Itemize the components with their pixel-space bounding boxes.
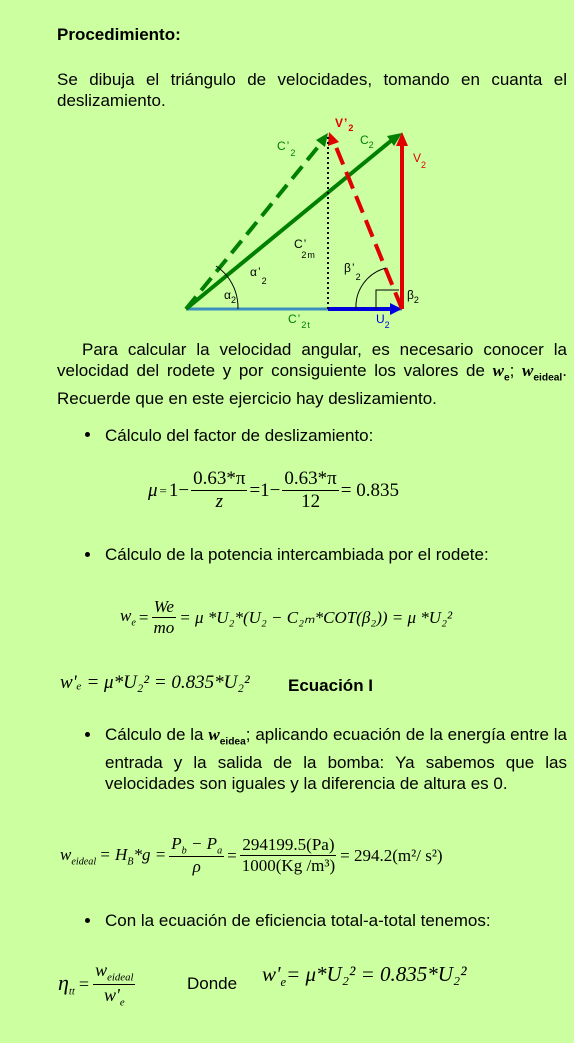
efficiency-definition: $w'_e= \mu*U_2^2 = 0.835*U_2^2$: [262, 962, 467, 990]
v2-prime-label: $V’_2$: [335, 116, 355, 133]
ideal-work-paragraph: Cálculo de la $w_{eidea}$; aplicando ecuación de la energía entre la entrada y la salida de la bomba: Ya sabemos que las velocidades son iguales y la diferencia de altura es 0.: [105, 725, 567, 794]
v2-prime-arrowhead: [328, 132, 339, 146]
c2-vector: [186, 140, 392, 309]
c2m-prime-label: C’ 2m: [294, 237, 316, 260]
equation-i-label: Ecuación I: [288, 676, 374, 695]
alpha2-label: $\alpha_2$: [224, 288, 236, 305]
fraction: $\frac{P_b - P_a}{\rho}$: [171, 834, 223, 877]
power-heading: Cálculo de la potencia intercambiada por el rodete:: [105, 545, 489, 564]
beta2-prime-label: $\beta’_2$: [344, 261, 362, 282]
power-equation: $w_e$ = $\frac{We}{mo}$ = μ *U₂*(U₂ − C₂ₘ*COT(β₂)) = μ *U₂²: [120, 597, 453, 637]
efficiency-equation: $\eta_{tt}$ = $\frac{w_{eideal}}{w'_e}$: [58, 960, 134, 1009]
c2-prime-vector: [186, 142, 322, 309]
donde-label: Donde: [187, 974, 238, 993]
fraction: $\frac{0.63*\pi}{12}$: [284, 468, 337, 512]
fraction: $\frac{0.63*\pi}{z}$: [193, 468, 246, 512]
slip-factor-equation: μ = 1− $\frac{0.63*\pi}{z}$ =1− $\frac{0.63*\pi}{12}$ = 0.835: [148, 468, 399, 512]
mu-symbol: μ: [148, 479, 158, 501]
bullet-dot: [85, 918, 90, 923]
c2-prime-arrowhead: [316, 133, 328, 147]
equation-i: w'ₑ = μ*U₂² = 0.835*U₂²: [60, 672, 250, 693]
velocity-triangle-diagram: [180, 110, 440, 335]
c2-label: $C_2$: [360, 133, 374, 150]
beta2-label: $\beta_2$: [407, 288, 419, 305]
u2-label: $U_2$: [376, 312, 390, 330]
alpha2-prime-label: $\alpha’_2$: [250, 265, 268, 286]
v2-prime-vector: [334, 142, 402, 309]
angular-velocity-paragraph: Para calcular la velocidad angular, es necesario conocer la velocidad del rodete y por consiguiente los valores de $w_e$; $w_{eideal}$. Recuerde que en este ejercicio hay deslizamiento.: [57, 340, 567, 409]
ideal-work-equation: $w_{eideal}$ = $H_B*g$ = $\frac{P_b - P_a}{\rho}$ = $\frac{294199.5(Pa)}{\text{1000(Kg /m³)}}$ = 294.2(m²/ s²): [60, 834, 443, 877]
efficiency-heading: Con la ecuación de eficiencia total-a-total tenemos:: [105, 911, 491, 930]
procedure-heading: Procedimiento:: [57, 25, 181, 44]
c2-prime-label: $C’_2$: [277, 139, 297, 158]
c2t-prime-label: $C’_{2t}$: [288, 312, 311, 330]
bullet-dot: [85, 732, 90, 737]
fraction: $\frac{w_{eideal}}{w'_e}$: [95, 960, 134, 1009]
fraction: $\frac{We}{mo}$: [153, 597, 175, 637]
fraction: $\frac{294199.5(Pa)}{\text{1000(Kg /m³)}}$: [241, 835, 336, 876]
bullet-dot: [85, 552, 90, 557]
bullet-dot: [85, 432, 90, 437]
v2-label: $V_2$: [413, 151, 427, 170]
slip-factor-heading: Cálculo del factor de deslizamiento:: [105, 426, 374, 445]
intro-paragraph: Se dibuja el triángulo de velocidades, tomando en cuanta el deslizamiento.: [57, 70, 567, 110]
